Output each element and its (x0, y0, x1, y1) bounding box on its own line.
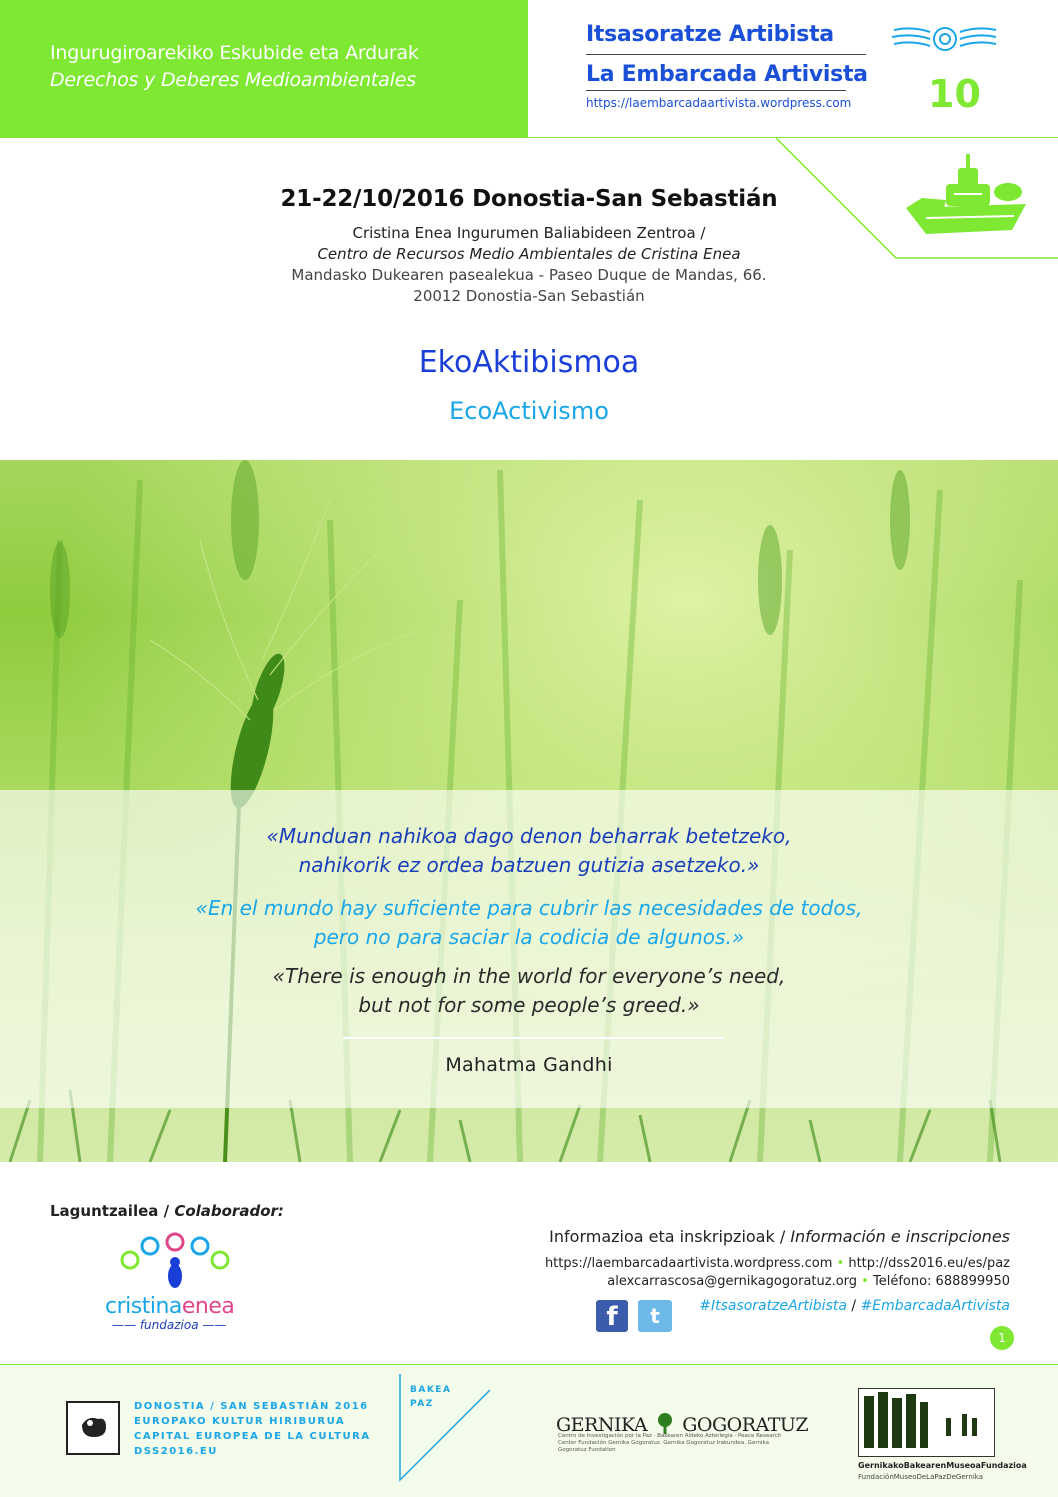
facebook-icon[interactable]: f (596, 1300, 628, 1332)
header-brand-panel (528, 0, 1058, 138)
collaborator-label-eu: Laguntzailea / (50, 1202, 175, 1220)
header-green-panel (0, 0, 528, 138)
quote-en-line-2: but not for some people’s greed.» (358, 993, 700, 1017)
topic-title-es: EcoActivismo (449, 397, 609, 425)
dot-separator: • (861, 1274, 869, 1289)
hashtag-es[interactable]: #EmbarcadaArtivista (860, 1298, 1010, 1314)
info-url-1[interactable]: https://laembarcadaartivista.wordpress.com (544, 1256, 833, 1271)
stamp-icon (890, 22, 1000, 58)
hashtag-eu[interactable]: #ItsasoratzeArtibista (699, 1298, 847, 1314)
venue-eu: Cristina Enea Ingurumen Baliabideen Zentroa / (352, 224, 706, 242)
cristina-word: cristina (105, 1294, 182, 1319)
quote-es-line-2: pero no para saciar la codicia de algunos.» (313, 925, 745, 949)
page-number-badge: 1 (990, 1326, 1014, 1350)
quote-eu (0, 822, 1058, 880)
quote-es-line-1: «En el mundo hay suficiente para cubrir las necesidades de todos, (195, 896, 863, 920)
cristina-enea-wordmark (105, 1294, 234, 1319)
brand-divider (586, 54, 866, 55)
dss2016-line-2: EUROPAKO KULTUR HIRIBURUA (134, 1416, 346, 1427)
dss2016-url[interactable]: DSS2016.EU (134, 1446, 218, 1457)
tree-icon (653, 1412, 677, 1434)
brand-divider-2 (586, 90, 846, 91)
info-url-2[interactable]: http://dss2016.eu/es/paz (848, 1256, 1010, 1271)
dss2016-logo-icon (66, 1401, 120, 1455)
address-line-2: 20012 Donostia-San Sebastián (413, 287, 645, 305)
hashtag-separator: / (846, 1298, 861, 1314)
enea-word: enea (181, 1294, 235, 1319)
brand-name-es: La Embarcada Artivista (586, 62, 868, 87)
brand-url-link[interactable]: https://laembarcadaartivista.wordpress.com (586, 96, 852, 110)
event-date: 21-22/10/2016 Donostia-San Sebastián (280, 186, 778, 212)
quote-eu-line-1: «Munduan nahikoa dago denon beharrak betetzeko, (266, 824, 792, 848)
quote-en-line-1: «There is enough in the world for everyone’s need, (272, 964, 786, 988)
dss2016-mark-icon (68, 1403, 118, 1453)
museo-paz-logo-icon (858, 1388, 998, 1460)
bakea-text: BAKEA (410, 1385, 452, 1395)
collaborator-label-es: Colaborador: (174, 1202, 284, 1220)
hashtags (699, 1298, 1010, 1314)
dot-separator: • (836, 1256, 845, 1271)
venue-es: Centro de Recursos Medio Ambientales de Cristina Enea (317, 245, 741, 263)
quote-eu-line-2: nahikorik ez ordea batzuen gutizia asetzeko.» (298, 853, 760, 877)
fundazioa-word: fundazioa (139, 1318, 199, 1332)
info-contact (607, 1274, 1010, 1289)
quote-author: Mahatma Gandhi (445, 1054, 613, 1076)
info-phone: Teléfono: 688899950 (872, 1274, 1010, 1289)
cristina-fundazioa: —— fundazioa —— (112, 1318, 227, 1332)
quote-en (0, 962, 1058, 1020)
info-heading-eu: Informazioa eta inskripzioak / (549, 1227, 791, 1246)
topic-title-eu: EkoAktibismoa (418, 345, 640, 380)
museo-subtitle: FundaciónMuseoDeLaPazDeGernika (858, 1473, 984, 1481)
issue-number: 10 (928, 72, 981, 116)
quote-es (0, 894, 1058, 952)
paz-text: PAZ (410, 1399, 434, 1409)
info-links (545, 1256, 1010, 1271)
header-title-eu: Ingurugiroarekiko Eskubide eta Ardurak (50, 42, 419, 64)
gernika-word: GERNIKA (556, 1414, 648, 1436)
museo-name: GernikakoBakearenMuseoaFundazioa (858, 1461, 1027, 1470)
gogoratuz-word: GOGORATUZ (682, 1414, 809, 1436)
quote-divider (343, 1037, 723, 1039)
dss2016-line-3: CAPITAL EUROPEA DE LA CULTURA (134, 1431, 371, 1442)
info-heading-es: Información e inscripciones (790, 1227, 1010, 1246)
info-heading (549, 1227, 1010, 1246)
brand-name-eu: Itsasoratze Artibista (586, 22, 834, 47)
dss2016-line-1: DONOSTIA / SAN SEBASTIÁN 2016 (134, 1401, 369, 1412)
header-title-es: Derechos y Deberes Medioambientales (50, 69, 416, 91)
address-line-1: Mandasko Dukearen pasealekua - Paseo Duque de Mandas, 66. (291, 266, 767, 284)
info-email[interactable]: alexcarrascosa@gernikagogoratuz.org (607, 1274, 858, 1289)
gernika-subtitle: Centro de Investigación por la Paz · Bakearen Aldeko Azterlegia · Peace Research Center Fundación Gernika Gogoratuz. Gernika Gogoratuz Irakundea. Gernika Gogoratuz Fundation (558, 1433, 782, 1453)
twitter-icon[interactable]: t (638, 1300, 672, 1332)
collaborator-label (50, 1202, 284, 1220)
